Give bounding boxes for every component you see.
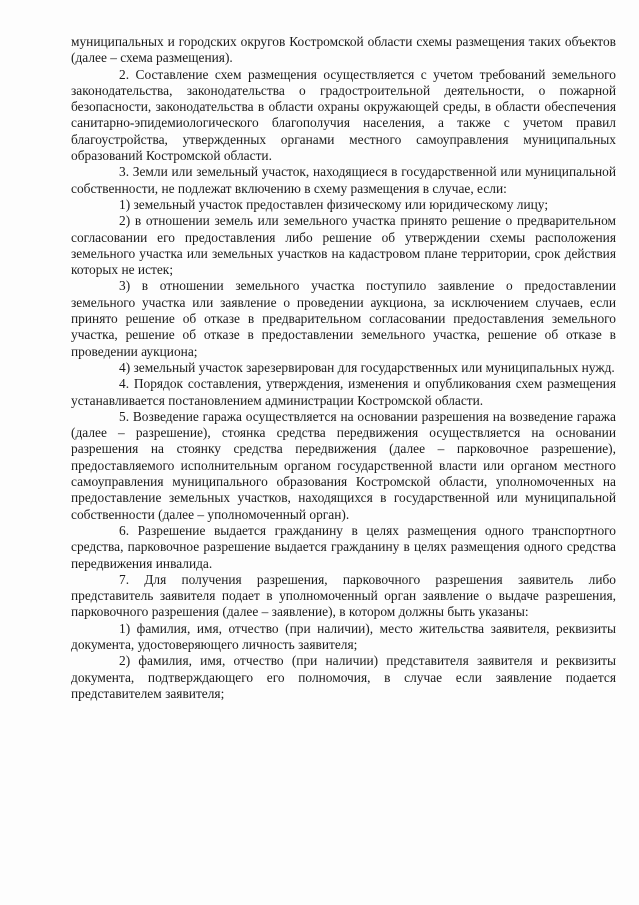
subitem-7-2: 2) фамилия, имя, отчество (при наличии) представителя заявителя и реквизиты документа, подтверждающего его полномочия, в случае если заявление подается представителем заявителя;: [71, 653, 616, 701]
paragraph-item-5: 5. Возведение гаража осуществляется на основании разрешения на возведение гаража (далее – разрешение), стоянка средства передвижения осуществляется на основании разрешения на стоянку средства передвижения (далее – парковочное разрешение), предоставляемого исполнительным органом государственной власти или органом местного самоуправления муниципального образования Костромской области, уполномоченных на предоставление земельных участков, находящихся в государственной или муниципальной собственности (далее – уполномоченный орган).: [71, 408, 616, 522]
subitem-3-3: 3) в отношении земельного участка поступило заявление о предоставлении земельного участка или заявление о проведении аукциона, за исключением случаев, если принято решение об отказе в предварительном согласовании предоставления земельного участка, решение об отказе в предоставлении земельного участка, решение об отказе в проведении аукциона;: [71, 278, 616, 359]
subitem-3-2: 2) в отношении земель или земельного участка принято решение о предварительном согласовании его предоставления либо решение об утверждении схемы расположения земельного участка или земельных участков на кадастровом плане территории, срок действия которых не истек;: [71, 213, 616, 278]
subitem-3-1: 1) земельный участок предоставлен физическому или юридическому лицу;: [119, 196, 549, 212]
paragraph-item-7: 7. Для получения разрешения, парковочного разрешения заявитель либо представитель заявителя подает в уполномоченный орган заявление о выдаче разрешения, парковочного разрешения (далее – заявление), в котором должны быть указаны:: [71, 571, 616, 620]
paragraph-item-3: 3. Земли или земельный участок, находящиеся в государственной или муниципальной собственности, не подлежат включению в схему размещения в случае, если:: [71, 164, 616, 196]
subitem-3-4: 4) земельный участок зарезервирован для государственных или муниципальных нужд.: [119, 359, 615, 375]
paragraph-item-4: 4. Порядок составления, утверждения, изменения и опубликования схем размещения устанавливается постановлением администрации Костромской области.: [71, 376, 616, 408]
subitem-7-1: 1) фамилия, имя, отчество (при наличии), место жительства заявителя, реквизиты документа, удостоверяющего личность заявителя;: [71, 620, 616, 652]
document-body: [71, 34, 616, 702]
paragraph-continuation: муниципальных и городских округов Костромской области схемы размещения таких объектов (далее – схема размещения).: [71, 34, 616, 66]
paragraph-item-2: 2. Составление схем размещения осуществляется с учетом требований земельного законодательства, законодательства о градостроительной деятельности, о пожарной безопасности, законодательства в области охраны окружающей среды, в области обеспечения санитарно-эпидемиологического благополучия населения, а также с учетом правил благоустройства, утвержденных органами местного самоуправления муниципальных образований Костромской области.: [71, 66, 616, 164]
paragraph-item-6: 6. Разрешение выдается гражданину в целях размещения одного транспортного средства, парковочное разрешение выдается гражданину в целях размещения одного средства передвижения инвалида.: [71, 522, 616, 571]
